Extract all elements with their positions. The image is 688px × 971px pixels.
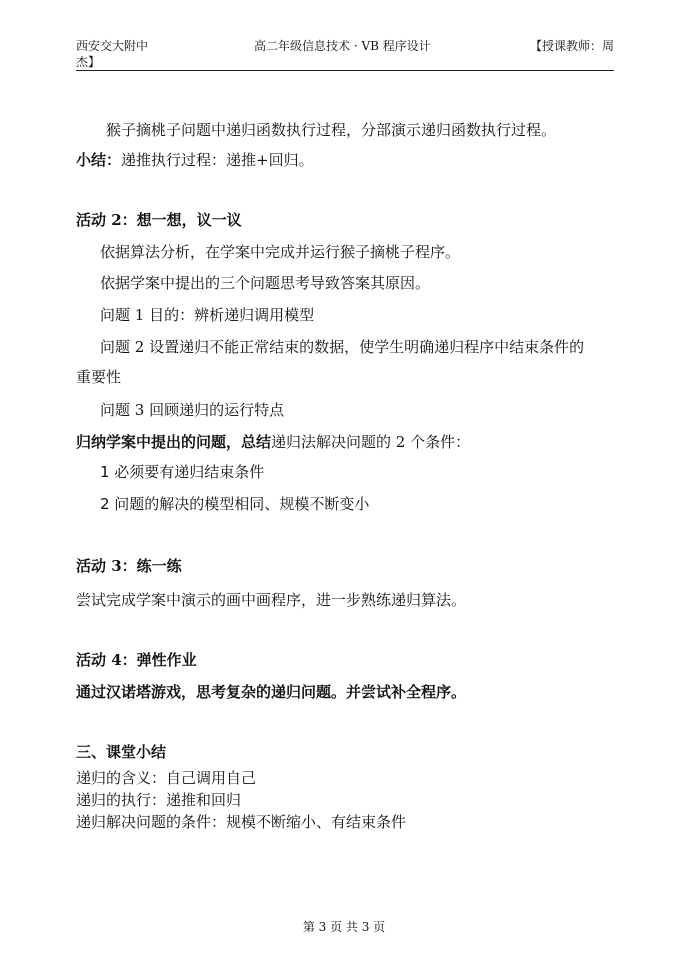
- paragraph-monkey-demo: 猴子摘桃子问题中递归函数执行过程，分部演示递归函数执行过程。: [106, 121, 557, 139]
- activity2-line1: 依据算法分析，在学案中完成并运行猴子摘桃子程序。: [100, 243, 461, 261]
- section3-line2: 递归的执行：递推和回归: [76, 791, 242, 809]
- activity2-question2: 问题 2 设置递归不能正常结束的数据，使学生明确递归程序中结束条件的: [100, 338, 585, 356]
- activity2-question3: 问题 3 回顾递归的运行特点: [100, 401, 285, 419]
- header-school-line1: 西安交大附中: [76, 39, 149, 53]
- conclusion-bold: 归纳学案中提出的问题，总结: [76, 433, 272, 451]
- summary-line: [76, 150, 314, 170]
- header-divider: [76, 70, 614, 71]
- page-number: 第 3 页 共 3 页: [302, 920, 386, 934]
- activity4-title: 活动 4：弹性作业: [76, 651, 197, 669]
- conclusion-rest: 递归法解决问题的 2 个条件：: [271, 433, 471, 451]
- condition-1: 1 必须要有递归结束条件: [100, 463, 265, 481]
- section3-line3: 递归解决问题的条件：规模不断缩小、有结束条件: [76, 813, 407, 831]
- header-course: 高二年级信息技术 · VB 程序设计: [254, 39, 431, 53]
- activity4-text: 通过汉诺塔游戏，思考复杂的递归问题。并尝试补全程序。: [76, 683, 467, 701]
- activity2-question1: 问题 1 目的：辨析递归调用模型: [100, 306, 315, 324]
- section3-title: 三、课堂小结: [76, 743, 167, 761]
- summary-text: 递推执行过程：递推+回归。: [121, 151, 314, 169]
- activity3-text: 尝试完成学案中演示的画中画程序，进一步熟练递归算法。: [76, 591, 467, 609]
- header-school: [76, 38, 148, 70]
- activity2-question2-cont: 重要性: [76, 368, 122, 386]
- activity2-line2: 依据学案中提出的三个问题思考导致答案其原因。: [100, 274, 431, 292]
- conclusion-line: [76, 432, 470, 452]
- header-school-line2: 杰】: [76, 55, 101, 69]
- condition-2: 2 问题的解决的模型相同、规模不断变小: [100, 495, 370, 513]
- activity3-title: 活动 3：练一练: [76, 557, 182, 575]
- section3-line1: 递归的含义：自己调用自己: [76, 769, 257, 787]
- summary-label: 小结：: [76, 151, 122, 169]
- activity2-title: 活动 2：想一想，议一议: [76, 211, 242, 229]
- header-teacher: 【授课教师：周: [530, 39, 615, 53]
